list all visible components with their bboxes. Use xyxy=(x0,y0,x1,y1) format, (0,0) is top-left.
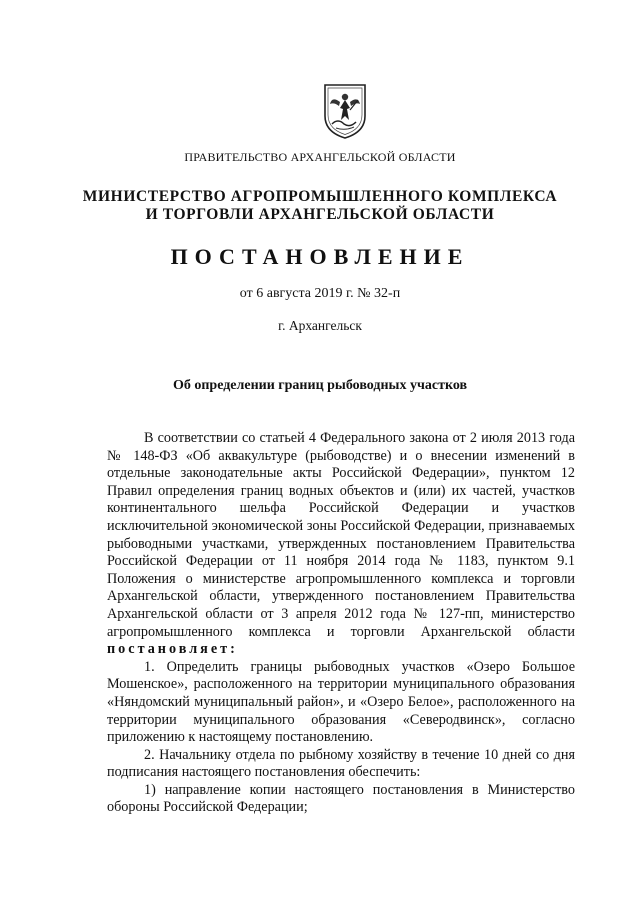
document-subject: Об определении границ рыбоводных участков xyxy=(172,378,468,393)
item-1: 1. Определить границы рыбоводных участков «Озеро Большое Мошенское», расположенного на территории муниципального образования «Няндомский муниципальный район», и «Озеро Белое», расположенного на территории муниципального образования «Северодвинск», согласно приложению к настоящему постановлению. xyxy=(107,658,575,746)
preamble-text: В соответствии со статьей 4 Федерального закона от 2 июля 2013 года № 148-ФЗ «Об аквакультуре (рыбоводстве) и о внесении изменений в отдельные законодательные акты Российской Федерации», пунктом 12 Правил определения границ водных объектов и (или) их частей, участков континентального шельфа Российской Федерации и участков исключительной экономической зоны Российской Федерации, признаваемых рыбоводными участками, утвержденных постановлением Правительства Российской Федерации от 11 ноября 2014 года № 1183, пунктом 9.1 Положения о министерстве агропромышленного комплекса и торговли Архангельской области, утвержденного постановлением Правительства Архангельской области от 3 апреля 2012 года № 127-пп, министерство агропромышленного комплекса и торговли Архангельской области xyxy=(107,430,575,640)
city: г. Архангельск xyxy=(278,318,362,333)
item-2-1: 1) направление копии настоящего постановления в Министерство обороны Российской Федерации; xyxy=(107,781,575,816)
document-body xyxy=(107,430,575,817)
ministry-line-2: И ТОРГОВЛИ АРХАНГЕЛЬСКОЙ ОБЛАСТИ xyxy=(145,206,495,223)
document-type: ПОСТАНОВЛЕНИЕ xyxy=(170,244,470,269)
ministry-line-1: МИНИСТЕРСТВО АГРОПРОМЫШЛЕННОГО КОМПЛЕКСА xyxy=(82,188,558,205)
government-name: ПРАВИТЕЛЬСТВО АРХАНГЕЛЬСКОЙ ОБЛАСТИ xyxy=(184,150,456,164)
date-and-number: от 6 августа 2019 г. № 32-п xyxy=(239,286,401,301)
archangel-coat-of-arms-icon xyxy=(322,82,368,140)
ministry-name xyxy=(0,188,640,224)
item-2: 2. Начальнику отдела по рыбному хозяйству в течение 10 дней со дня подписания настоящего постановления обеспечить: xyxy=(107,746,575,781)
decree-word: постановляет: xyxy=(107,641,238,658)
preamble-paragraph xyxy=(107,430,575,659)
